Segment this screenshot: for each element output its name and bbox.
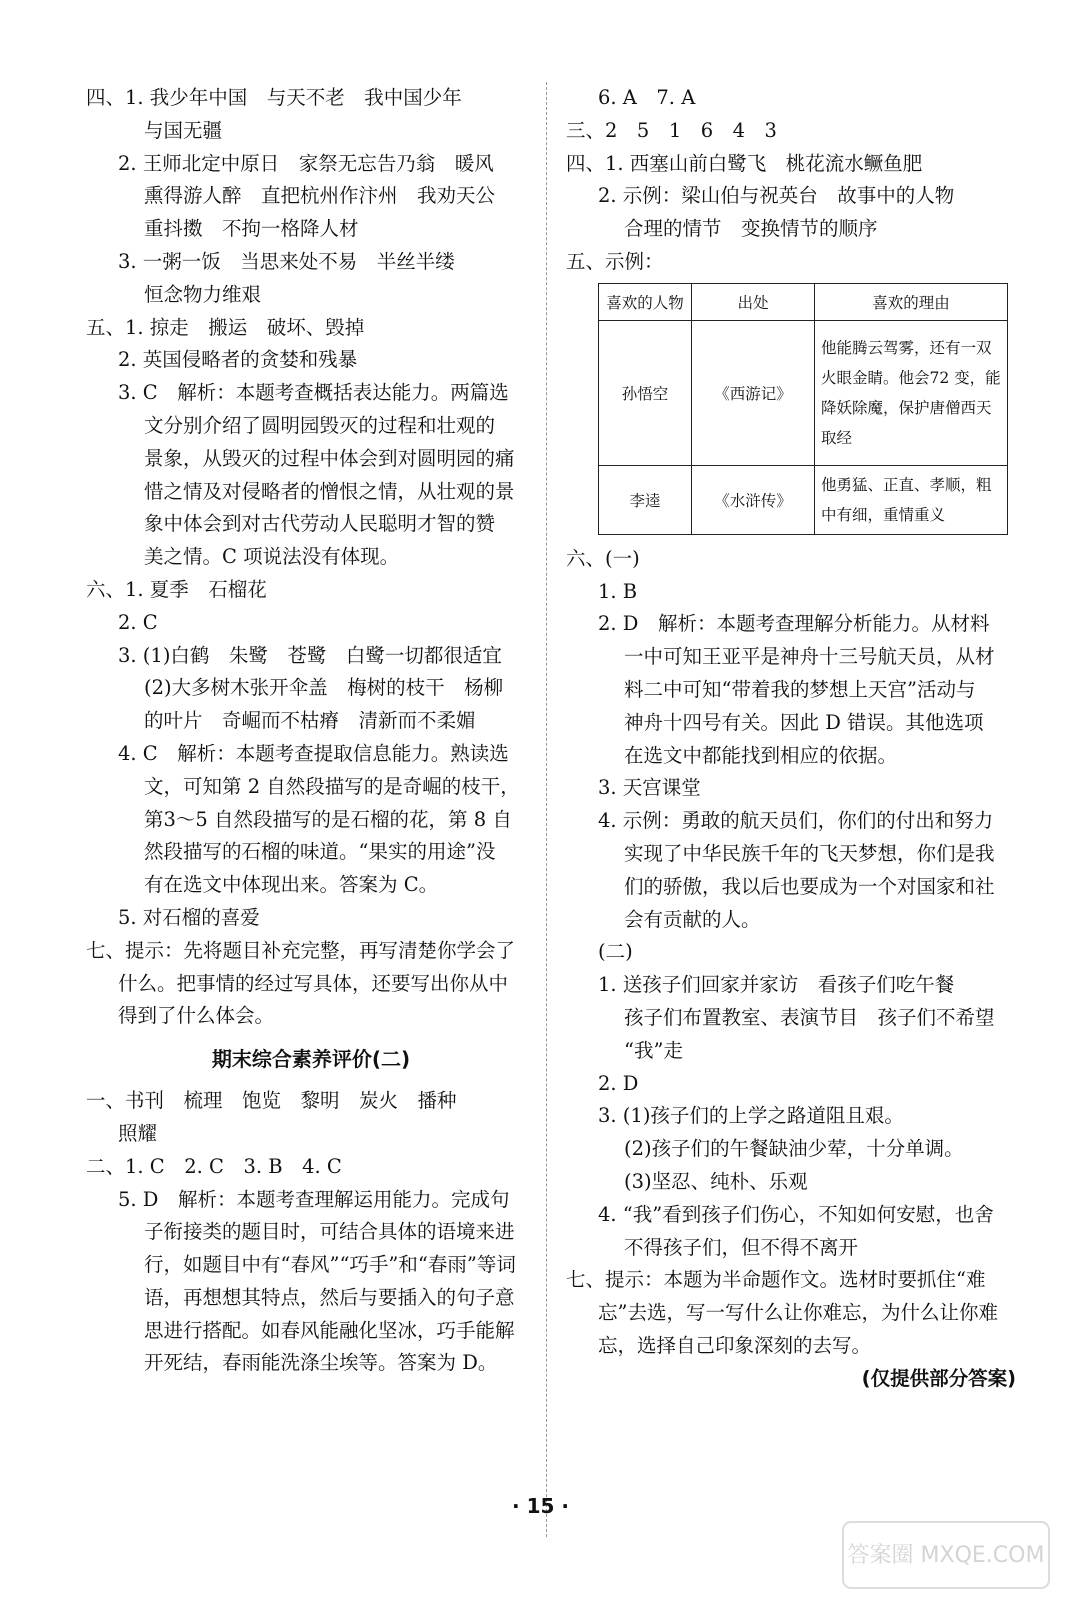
answer-line: 文，可知第 2 自然段描写的是奇崛的枝干， [144,774,520,798]
table-cell-reason: 他勇猛、正直、孝顺，粗中有细，重情重义 [815,465,1008,534]
answer-line: 一中可知王亚平是神舟十三号航天员，从材 [624,645,995,669]
answer-line: 5. D 解析：本题考查理解运用能力。完成句 [118,1187,510,1211]
answer-line: 美之情。C 项说法没有体现。 [144,545,400,569]
answer-line: 5. 对石榴的喜爱 [118,905,260,929]
watermark-logo [841,1520,1051,1590]
table-row [599,320,1008,465]
table-cell-source: 《水浒传》 [692,465,815,534]
answer-line: 4. “我”看到孩子们伤心，不知如何安慰，也舍 [598,1202,994,1226]
answer-line: (3)坚忍、纯朴、乐观 [624,1169,808,1193]
answer-line: 6. A 7. A [598,86,696,109]
table-cell-person: 李逵 [599,465,692,534]
answer-line: 重抖擞 不拘一格降人材 [144,217,359,241]
answer-line: 2. D 解析：本题考查理解分析能力。从材料 [598,612,990,636]
answer-line: 神舟十四号有关。因此 D 错误。其他选项 [624,710,984,734]
answer-line: 料二中可知“带着我的梦想上天宫”活动与 [624,677,976,701]
answer-line: 忘，选择自己印象深刻的去写。 [598,1333,872,1357]
answer-line: 2. 王师北定中原日 家祭无忘告乃翁 暖风 [118,151,494,175]
svg-text:答案圈 MXQE.COM: 答案圈 MXQE.COM [847,1543,1045,1568]
answer-line: 得到了什么体会。 [118,1004,275,1028]
answer-line: 行，如题目中有“春风”“巧手”和“春雨”等词 [144,1253,516,1277]
answer-line: 五、1. 掠走 搬运 破坏、毁掉 [86,315,365,339]
answer-line: 恒念物力维艰 [144,282,262,306]
table-row [599,465,1008,534]
answer-line: 合理的情节 变换情节的顺序 [624,217,878,241]
answer-line: 熏得游人醉 直把杭州作汴州 我劝天公 [144,184,496,208]
answer-line: 与国无疆 [144,118,223,142]
answer-line: 的叶片 奇崛而不枯瘠 清新而不柔媚 [144,709,476,733]
answer-line: 思进行搭配。如春风能融化坚冰，巧手能解 [144,1318,515,1342]
answer-line: 六、1. 夏季 石榴花 [86,577,267,601]
answer-line: 三、2 5 1 6 4 3 [566,118,777,142]
answer-line: 3. (1)孩子们的上学之路道阻且艰。 [598,1104,904,1128]
answer-line: 文分别介绍了圆明园毁灭的过程和壮观的 [144,413,496,437]
answer-line: 们的骄傲，我以后也要成为一个对国家和社 [624,874,995,898]
answer-line: 四、1. 我少年中国 与天不老 我中国少年 [86,86,462,109]
answer-line: 1. 送孩子们回家并家访 看孩子们吃午餐 [598,973,955,997]
answer-line: 4. C 解析：本题考查提取信息能力。熟读选 [118,741,509,765]
answer-line: 象中体会到对古代劳动人民聪明才智的赞 [144,512,496,536]
table-header-reason: 喜欢的理由 [815,283,1008,320]
answer-line: 景象，从毁灭的过程中体会到对圆明园的痛 [144,446,515,470]
answer-line: 实现了中华民族千年的飞天梦想，你们是我 [624,841,995,865]
answer-line: 七、提示：本题为半命题作文。选材时要抓住“难 [566,1268,986,1292]
answer-line: 不得孩子们，但不得不离开 [624,1235,859,1259]
answer-line: 什么。把事情的经过写具体，还要写出你从中 [118,971,509,995]
table-header-person: 喜欢的人物 [599,283,692,320]
answer-line: 3. C 解析：本题考查概括表达能力。两篇选 [118,381,509,405]
answer-line: 第3～5 自然段描写的是石榴的花，第 8 自 [144,807,512,831]
answer-line: 3. 天宫课堂 [598,776,701,800]
answer-line: 会有贡献的人。 [624,907,761,931]
answer-line: 2. C [118,610,158,634]
answer-line: (2)大多树木张开伞盖 梅树的枝干 杨柳 [144,676,504,700]
answer-line: 4. 示例：勇敢的航天员们，你们的付出和努力 [598,809,994,833]
column-divider [546,82,547,1537]
answer-line: 二、1. C 2. C 3. B 4. C [86,1154,342,1178]
answer-line: 2. 示例：梁山伯与祝英台 故事中的人物 [598,184,955,208]
answer-line: 然段描写的石榴的味道。“果实的用途”没 [144,840,496,864]
page-number: · 15 · [512,1494,569,1518]
answer-line: 照耀 [118,1121,158,1145]
answer-line: 一、书刊 梳理 饱览 黎明 炭火 播种 [86,1089,457,1113]
table-cell-person: 孙悟空 [599,320,692,465]
left-column [86,82,536,1380]
table-cell-reason: 他能腾云驾雾，还有一双火眼金睛。他会72 变，能降妖除魔，保护唐僧西天取经 [815,320,1008,465]
answer-table [598,283,1008,535]
answer-line: 在选文中都能找到相应的依据。 [624,743,898,767]
answer-line: 四、1. 西塞山前白鹭飞 桃花流水鳜鱼肥 [566,151,923,175]
table-header-row [599,283,1008,320]
answer-line: 七、提示：先将题目补充完整，再写清楚你学会了 [86,938,516,962]
answer-line: 开死结，春雨能洗涤尘埃等。答案为 D。 [144,1351,498,1375]
table-cell-source: 《西游记》 [692,320,815,465]
answer-line: “我”走 [624,1038,683,1062]
answer-line: 子衔接类的题目时，可结合具体的语境来进 [144,1220,515,1244]
answer-line: 3. 一粥一饭 当思来处不易 半丝半缕 [118,249,455,273]
right-column [566,82,1016,1396]
answer-line: 1. B [598,579,638,603]
answer-line: 六、(一) [566,546,640,570]
answer-line: 2. D [598,1071,639,1095]
section-title: 期末综合素养评价(二) [211,1047,411,1072]
answer-line: 惜之情及对侵略者的憎恨之情，从壮观的景 [144,479,515,503]
answer-line: 3. (1)白鹤 朱鹭 苍鹭 白鹭一切都很适宜 [118,643,502,667]
answer-line: 有在选文中体现出来。答案为 C。 [144,873,439,897]
answer-line: 语，再想想其特点，然后与要插入的句子意 [144,1285,515,1309]
answer-line: 孩子们布置教室、表演节目 孩子们不希望 [624,1005,995,1029]
footer-note: (仅提供部分答案) [861,1366,1016,1390]
answer-line: 五、示例： [566,249,664,273]
answer-line: 2. 英国侵略者的贪婪和残暴 [118,348,358,372]
answer-line: (2)孩子们的午餐缺油少荤，十分单调。 [624,1137,964,1161]
answer-line: (二) [598,940,633,964]
answer-line: 忘”去选，写一写什么让你难忘，为什么让你难 [598,1301,998,1325]
table-header-source: 出处 [692,283,815,320]
